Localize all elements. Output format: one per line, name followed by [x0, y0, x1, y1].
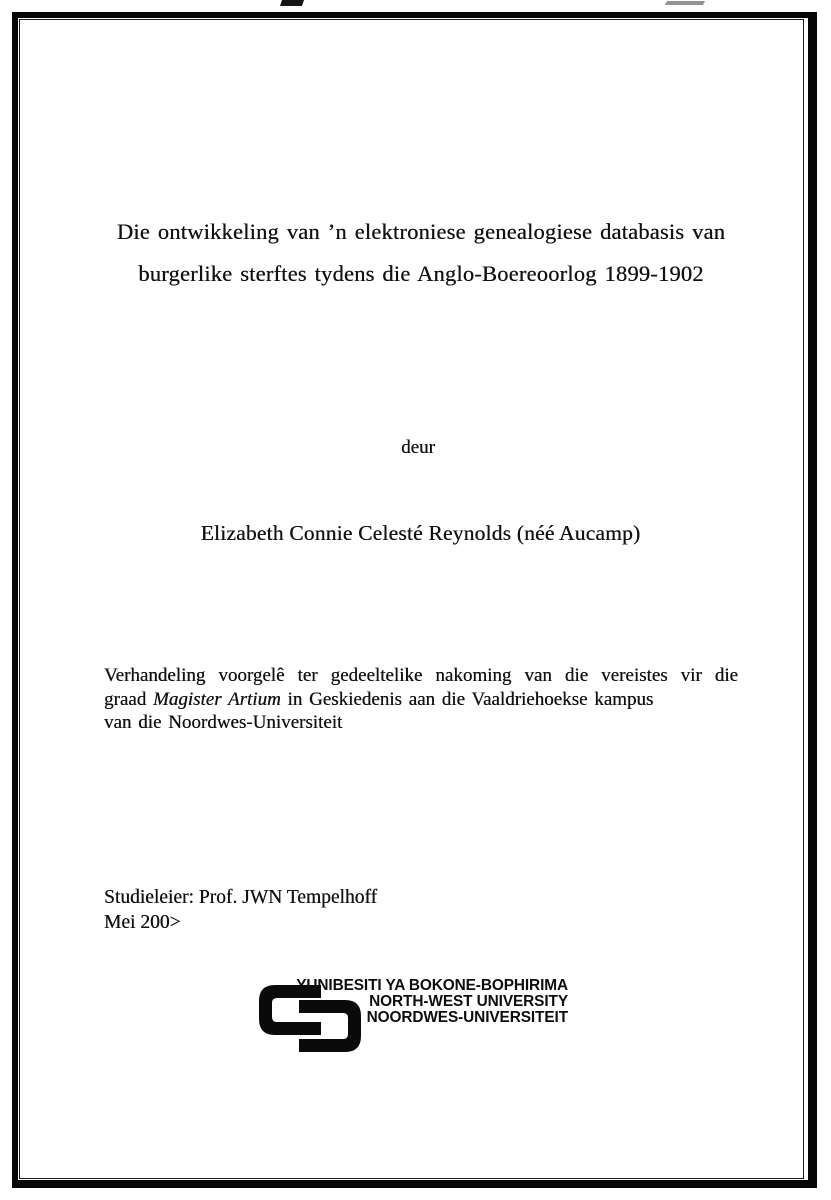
degree-name-italic: Magister Artium [152, 688, 281, 710]
supervisor-line: Studieleier: Prof. JWN Tempelhoff [104, 887, 378, 908]
degree-statement [104, 664, 738, 735]
supervisor-block [104, 886, 377, 935]
degree-statement-line-2 [104, 688, 738, 712]
date-line: Mei 200> [104, 911, 181, 933]
thesis-title-line-1: Die ontwikkeling van ’n elektroniese genealogiese databasis van [116, 219, 726, 244]
scan-smudge-artifact [280, 0, 304, 6]
logo-text-afrikaans: NOORDWES-UNIVERSITEIT [366, 1009, 568, 1026]
degree-statement-line-2-prefix: graad [104, 688, 153, 710]
degree-statement-line-1: Verhandeling voorgelê ter gedeeltelike nakoming van die vereistes vir die [104, 665, 738, 686]
author-name: Elizabeth Connie Celesté Reynolds (néé Aucamp) [200, 521, 641, 545]
logo-text-english: NORTH-WEST UNIVERSITY [369, 993, 568, 1010]
thesis-title-line-2: burgerlike sterftes tydens die Anglo-Boereoorlog 1899-1902 [138, 261, 704, 286]
byline-deur: deur [401, 437, 435, 458]
university-logo-text [296, 978, 568, 1026]
degree-statement-line-3: van die Noordwes-Universiteit [104, 712, 343, 734]
degree-statement-line-2-suffix: in Geskiedenis aan die Vaaldriehoekse kampus [280, 688, 654, 710]
thesis-title [51, 211, 791, 295]
scan-smudge-artifact [665, 1, 705, 5]
logo-text-setswana: YUNIBESITI YA BOKONE-BOPHIRIMA [296, 977, 568, 994]
